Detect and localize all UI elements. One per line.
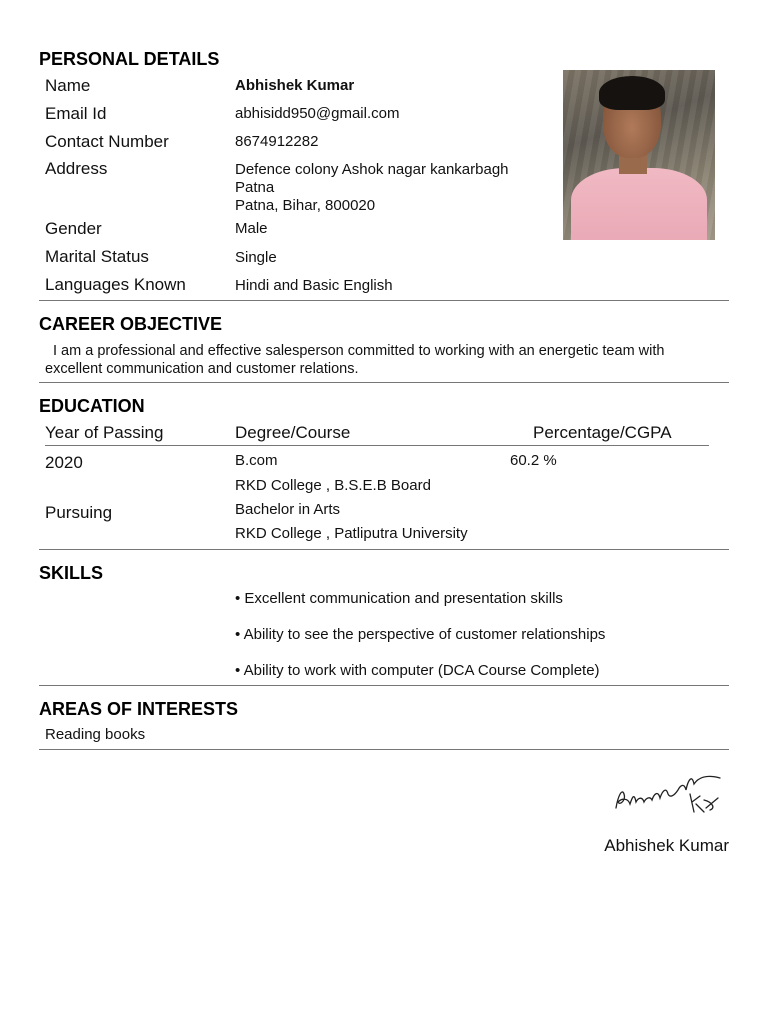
section-title-education: EDUCATION — [39, 396, 145, 416]
section-title-interests: AREAS OF INTERESTS — [39, 699, 239, 719]
career-objective-text: I am a professional and effective salesperson committed to working with an energetic team with excellent communication and customer relations. — [45, 343, 665, 377]
education-institute: RKD College , B.S.E.B Board — [235, 477, 431, 494]
education-degree: B.com — [235, 452, 278, 469]
section-title-skills: SKILLS — [39, 563, 104, 583]
education-year: 2020 — [45, 453, 83, 472]
detail-label: Gender — [45, 219, 102, 238]
column-header: Year of Passing — [45, 423, 164, 442]
divider — [39, 749, 729, 750]
signature-name: Abhishek Kumar — [604, 836, 729, 855]
career-objective-section — [39, 301, 729, 382]
detail-label: Address — [45, 159, 108, 178]
detail-value-languages: Hindi and Basic English — [235, 277, 393, 294]
interests-section — [39, 686, 729, 749]
education-degree: Bachelor in Arts — [235, 501, 341, 518]
section-title-personal: PERSONAL DETAILS — [39, 49, 220, 69]
handwritten-signature — [608, 768, 728, 818]
detail-label: Contact Number — [45, 132, 169, 151]
detail-label: Languages Known — [45, 275, 186, 294]
skills-section — [39, 550, 729, 685]
skill-item: • Ability to work with computer (DCA Course Complete) — [235, 662, 600, 679]
detail-label: Email Id — [45, 104, 107, 123]
education-institute: RKD College , Patliputra University — [235, 525, 468, 542]
education-year: Pursuing — [45, 503, 113, 522]
resume-page — [39, 44, 729, 750]
interest-item: Reading books — [45, 726, 146, 743]
education-section — [39, 383, 729, 549]
profile-photo — [563, 70, 715, 240]
column-header: Percentage/CGPA — [533, 423, 672, 442]
detail-label: Marital Status — [45, 247, 149, 266]
detail-value-gender: Male — [235, 220, 268, 237]
detail-value-email: abhisidd950@gmail.com — [235, 105, 400, 122]
education-score: 60.2 % — [510, 452, 557, 469]
education-table-header — [45, 423, 709, 446]
detail-value-address: Defence colony Ashok nagar kankarbagh Patna Patna, Bihar, 800020 — [235, 161, 509, 214]
skill-item: • Ability to see the perspective of customer relationships — [235, 626, 606, 643]
skill-item: • Excellent communication and presentation skills — [235, 590, 563, 607]
detail-label: Name — [45, 76, 91, 95]
detail-value-contact: 8674912282 — [235, 133, 319, 150]
detail-value-name: Abhishek Kumar — [235, 77, 355, 94]
section-title-career: CAREER OBJECTIVE — [39, 314, 223, 334]
detail-value-marital: Single — [235, 249, 277, 266]
column-header: Degree/Course — [235, 423, 351, 442]
personal-details-section — [39, 44, 729, 300]
